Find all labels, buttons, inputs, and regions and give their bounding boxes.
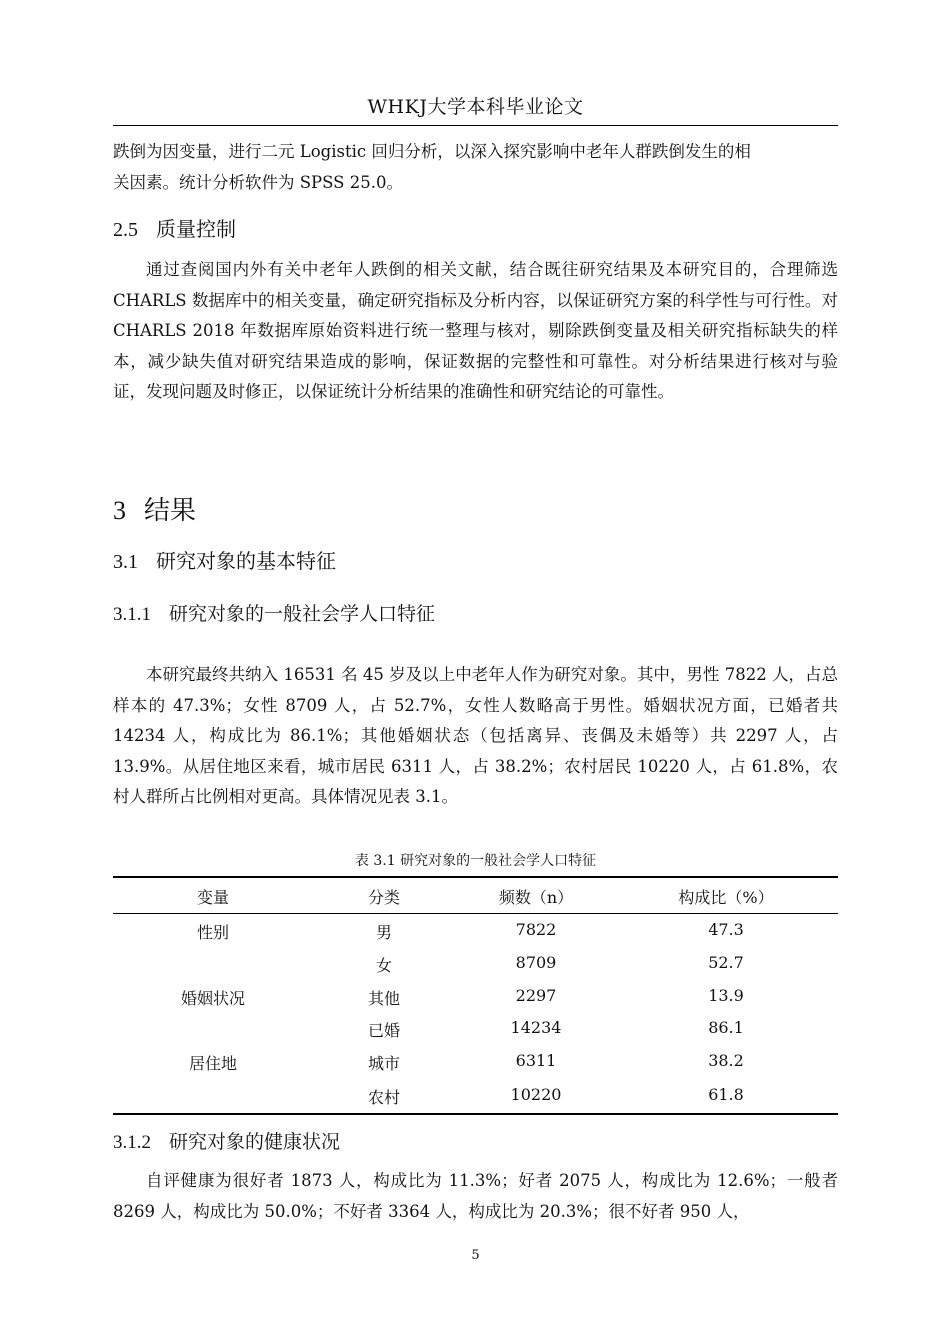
table-header-row <box>113 878 838 914</box>
heading-3-1-1 <box>113 599 435 626</box>
table-cell: 男 <box>375 923 393 942</box>
heading-number: 3.1 <box>113 551 138 573</box>
table-cell: 婚姻状况 <box>180 989 246 1008</box>
table-cell: 52.7 <box>708 953 744 972</box>
paragraph-continuation <box>113 137 838 198</box>
table-cell: 86.1 <box>708 1018 744 1037</box>
table-header-cell: 频数（n） <box>498 888 574 907</box>
heading-text: 结果 <box>144 496 197 526</box>
heading-3-1-2 <box>113 1127 340 1154</box>
heading-2-5 <box>113 213 236 242</box>
heading-number: 2.5 <box>113 219 138 241</box>
table-cell: 14234 <box>510 1018 562 1037</box>
table-cell: 已婚 <box>367 1021 401 1040</box>
heading-3-1 <box>113 545 336 574</box>
paragraph-demographics: 本研究最终共纳入 16531 名 45 岁及以上中老年人作为研究对象。其中，男性 7822 人，占总样本的 47.3%；女性 8709 人，占 52.7%，女性人数略高于男性。婚姻状况方面，已婚者共 14234 人，构成比为 86.1%；其他婚姻状态（包括离异、丧偶及未婚等）共 2297 人，占 13.9%。从居住地区来看，城市居民 6311 人，占 38.2%；农村居民 10220 人，占 61.8%，农村人群所占比例相对更高。具体情况见表 3.1。 <box>113 665 838 806</box>
table-cell: 农村 <box>367 1088 401 1107</box>
table-caption: 表 3.1 研究对象的一般社会学人口特征 <box>354 853 597 869</box>
paragraph-health-status: 自评健康为很好者 1873 人，构成比为 11.3%；好者 2075 人，构成比为 12.6%；一般者 8269 人，构成比为 50.0%；不好者 3364 人，构成比为 20.3%；很不好者 950 人， <box>113 1171 838 1221</box>
heading-number: 3 <box>113 496 126 525</box>
table-cell: 2297 <box>515 986 557 1005</box>
running-header: WHKJ大学本科毕业论文 <box>367 96 584 118</box>
table-cell: 13.9 <box>708 986 744 1005</box>
heading-text: 研究对象的基本特征 <box>156 549 336 573</box>
table-cell: 7822 <box>515 920 557 939</box>
table-cell: 性别 <box>196 923 230 942</box>
page-number: 5 <box>471 1248 480 1263</box>
heading-text: 质量控制 <box>156 217 236 241</box>
table-header-cell: 分类 <box>367 888 401 907</box>
table-header-cell: 变量 <box>196 888 230 907</box>
table-cell: 10220 <box>510 1085 562 1104</box>
table-cell: 女 <box>375 956 393 975</box>
table-cell: 其他 <box>367 989 401 1008</box>
heading-3 <box>113 490 196 527</box>
heading-number: 3.1.2 <box>113 1132 151 1153</box>
paragraph-line: 跌倒为因变量，进行二元 Logistic 回归分析，以深入探究影响中老年人群跌倒发生的相 <box>113 142 751 161</box>
table-header-cell: 构成比（%） <box>678 888 774 907</box>
table-cell: 38.2 <box>708 1051 744 1070</box>
header-rule <box>113 125 838 126</box>
paragraph-quality-control: 通过查阅国内外有关中老年人跌倒的相关文献，结合既往研究结果及本研究目的，合理筛选 CHARLS 数据库中的相关变量，确定研究指标及分析内容，以保证研究方案的科学性与可行性。对 CHARLS 2018 年数据库原始资料进行统一整理与核对，剔除跌倒变量及相关研究指标缺失的样本，减少缺失值对研究结果造成的影响，保证数据的完整性和可靠性。对分析结果进行核对与验证，发现问题及时修正，以保证统计分析结果的准确性和研究结论的可靠性。 <box>113 260 838 401</box>
heading-number: 3.1.1 <box>113 604 151 625</box>
demographics-table <box>113 876 838 1115</box>
table-cell: 61.8 <box>708 1085 744 1104</box>
table-cell: 城市 <box>367 1054 401 1073</box>
heading-text: 研究对象的一般社会学人口特征 <box>169 603 436 625</box>
table-cell: 居住地 <box>188 1054 238 1073</box>
table-cell: 47.3 <box>708 920 744 939</box>
paragraph-line: 关因素。统计分析软件为 SPSS 25.0。 <box>113 172 403 192</box>
table-cell: 6311 <box>515 1051 557 1070</box>
table-cell: 8709 <box>515 953 557 972</box>
heading-text: 研究对象的健康状况 <box>169 1131 341 1153</box>
